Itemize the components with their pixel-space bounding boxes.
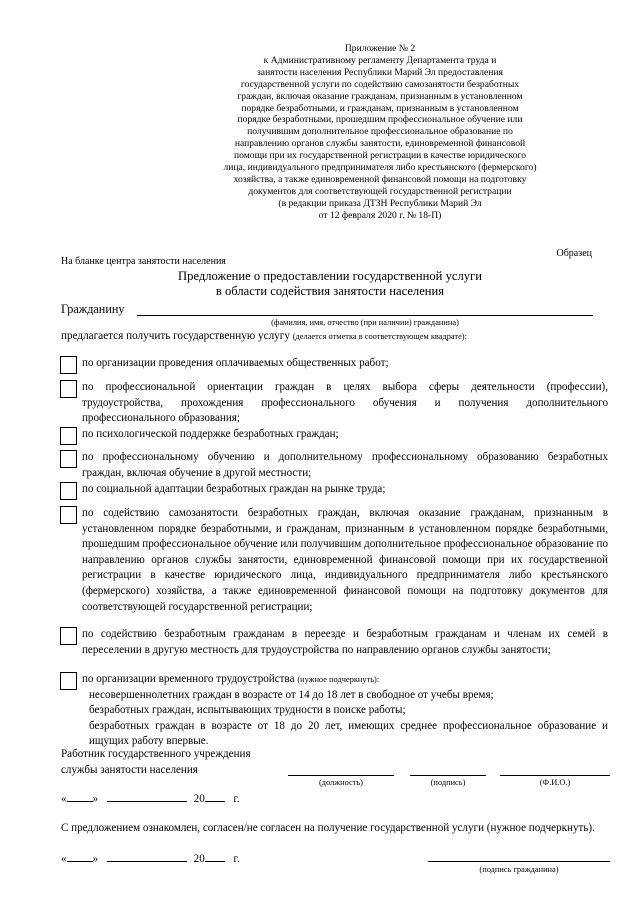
service-checkbox[interactable] [60,450,77,468]
service-item-text: по содействию безработным гражданам в переезде и безработным гражданам и членам их семей в переселении в другую местность для трудоустройства по направлению органов службы занятости; [82,628,608,656]
annex-line: от 12 февраля 2020 г. № 18-П) [318,209,442,221]
annex-line: получившим дополнительное профессиональное образование по [247,126,513,138]
caption-signature: (подпись) [430,778,466,787]
annex-header [205,43,555,222]
service-checkbox[interactable] [60,356,77,374]
annex-line: хозяйства, а также единовременной финансовой помощи на подготовку [233,173,527,185]
temp-employment-option[interactable]: безработных граждан в возрасте от 18 до 20 лет, имеющих среднее профессиональное образование и ищущих работу впервые. [89,719,608,748]
date-month-field[interactable] [107,791,187,802]
citizen-label: Гражданину [61,302,125,316]
service-item-text: по организации проведения оплачиваемых общественных работ; [82,357,389,369]
worker-label-line-1: Работник государственного учреждения [61,748,251,760]
sample-label: Образец [556,248,592,259]
service-item-text: по профессиональной ориентации граждан в целях выбора сферы деятельности (профессии), трудоустройства, прохождения профессионального обучения и получения дополнительного профессионального образования; [82,381,608,425]
annex-line: порядке безработными, прошедшим профессиональное обучение или [237,114,523,126]
service-checkbox[interactable] [60,427,77,445]
service-checkbox[interactable] [60,482,77,500]
service-checkbox[interactable] [60,506,77,524]
worker-date [61,791,240,805]
service-item-text: по содействию самозанятости безработных граждан, включая оказание гражданам, признанным в установленном порядке безработными, и гражданам, признанным в установленном порядке безработными, прошедшим профессиональное обучение или получившим дополнительное профессиональное образование по направлению органов службы занятости, единовременной финансовой помощи при их государственной регистрации в качестве юридического лица, индивидуального предпринимателя либо крестьянского (фермерского) хозяйства, а также единовременной финансовой помощи на подготовку документов для соответствующей государственной регистрации; [82,507,608,613]
temp-employment-note: (нужное подчеркнуть): [297,675,380,684]
annex-line: документов для соответствующей государственной регистрации [248,185,512,197]
date-day-field[interactable] [67,851,93,862]
citizen-name-hint: (фамилия, имя, отчество (при наличии) гражданина) [271,318,459,327]
service-checkbox[interactable] [60,672,77,690]
temp-employment-main: по организации временного трудоустройства [82,673,295,685]
title-line-1: Предложение о предоставлении государственной услуги [178,269,482,283]
citizen-date [61,851,240,865]
date-year-field[interactable] [205,851,225,862]
date-year-prefix: 20 [193,793,205,805]
date-day-field[interactable] [67,791,93,802]
caption-name: (Ф.И.О.) [539,778,571,787]
date-year-prefix: 20 [193,853,205,865]
service-item-text [82,672,608,750]
offer-main: предлагается получить государственную услугу [61,330,290,342]
date-year-suffix: г. [233,793,240,805]
service-item-text: по психологической поддержке безработных граждан; [82,428,339,440]
annex-line: занятости населения Республики Марий Эл предоставления [257,66,503,78]
citizen-name-field[interactable] [137,315,593,316]
worker-position-field[interactable] [288,775,394,776]
agreement-text: С предложением ознакомлен, согласен/не согласен на получение государственной услуги (нужное подчеркнуть). [61,822,595,834]
annex-line: к Административному регламенту Департамента труда и [263,54,497,66]
date-year-field[interactable] [205,791,225,802]
annex-line: направлению органов службы занятости, единовременной финансовой [234,138,526,150]
annex-line: государственной услуги по содействию самозанятости безработных [240,78,520,90]
citizen-signature-field[interactable] [428,861,610,862]
annex-line: граждан, включая оказание гражданам, признанным в установленном [237,90,523,102]
worker-signature-field[interactable] [410,775,486,776]
worker-name-field[interactable] [500,775,610,776]
date-open-quote: « [61,793,67,805]
annex-line: порядке безработными, и гражданам, признанным в установленном [241,102,519,114]
date-month-field[interactable] [107,851,187,862]
document-title [60,269,600,299]
date-close-quote: » [92,853,99,865]
service-checkbox[interactable] [60,627,77,645]
title-line-2: в области содействия занятости населения [215,284,445,298]
date-year-suffix: г. [233,853,240,865]
date-open-quote: « [61,853,67,865]
annex-line: лица, индивидуального предпринимателя либо крестьянского (фермерского) [223,162,537,174]
annex-line: помощи при их государственной регистрации в качестве юридического [233,150,527,162]
annex-line: (в редакции приказа ДТЗН Республики Марий Эл [278,197,482,209]
temp-employment-option[interactable]: безработных граждан, испытывающих трудности в поиске работы; [89,704,406,717]
offer-note: (делается отметка в соответствующем квадрате): [292,332,467,341]
caption-citizen-signature: (подпись гражданина) [479,865,559,874]
letterhead-note: На бланке центра занятости населения [61,256,226,267]
temp-employment-option[interactable]: несовершеннолетних граждан в возрасте от 14 до 18 лет в свободное от учебы время; [89,688,494,701]
service-item-text: по профессиональному обучению и дополнительному профессиональному образованию безработных граждан, включая обучение в другой местности; [82,451,608,479]
date-close-quote: » [92,793,99,805]
service-item-text: по социальной адаптации безработных граждан на рынке труда; [82,483,386,495]
annex-line: Приложение № 2 [344,43,416,54]
offer-text [61,330,467,342]
caption-position: (должность) [319,778,363,787]
worker-label-line-2: службы занятости населения [61,764,198,776]
service-checkbox[interactable] [60,380,77,398]
